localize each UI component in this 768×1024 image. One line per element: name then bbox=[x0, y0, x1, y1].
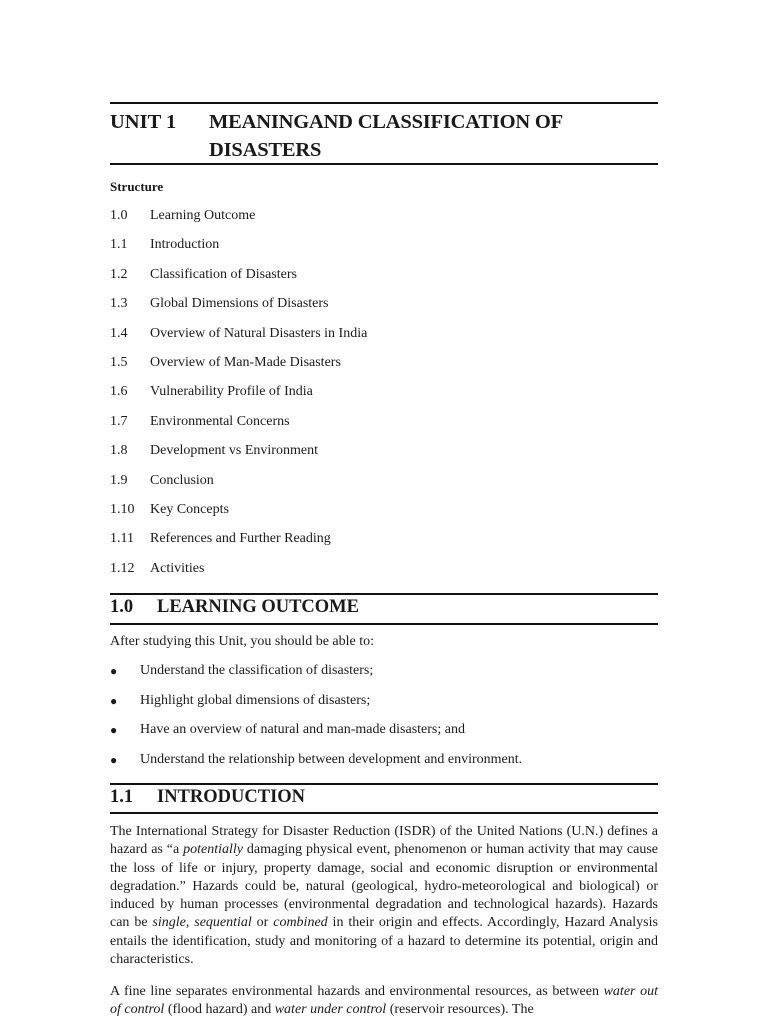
toc-label: Conclusion bbox=[150, 472, 214, 488]
toc-item bbox=[110, 265, 658, 294]
toc-item bbox=[110, 324, 658, 353]
text-run: in their origin and effects. Accordingly, Hazard Analysis entails the identification, study and monitoring of a hazard to determine its potential, origin and characteristics. bbox=[110, 915, 658, 968]
text-run-italic: single, sequential bbox=[152, 915, 252, 931]
toc-number: 1.2 bbox=[110, 266, 128, 282]
toc-number: 1.6 bbox=[110, 384, 128, 400]
structure-label: Structure bbox=[110, 179, 164, 194]
toc-item bbox=[110, 206, 658, 235]
toc-item bbox=[110, 412, 658, 441]
outcome-text: Understand the classification of disasters; bbox=[140, 663, 374, 678]
toc-label: Key Concepts bbox=[150, 501, 229, 517]
toc-label: Learning Outcome bbox=[150, 208, 256, 223]
heading-bottom-rule bbox=[110, 163, 658, 165]
toc-number: 1.10 bbox=[110, 501, 135, 517]
outcome-text: Understand the relationship between development and environment. bbox=[140, 751, 523, 767]
section-title: LEARNING OUTCOME bbox=[157, 597, 359, 617]
toc-number: 1.4 bbox=[110, 325, 128, 341]
toc-item bbox=[110, 529, 658, 558]
text-run: (reservoir resources). The bbox=[386, 1002, 534, 1018]
toc-label: References and Further Reading bbox=[150, 531, 331, 547]
document-page bbox=[110, 0, 658, 1024]
toc-number: 1.7 bbox=[110, 413, 128, 429]
toc-item bbox=[110, 441, 658, 470]
toc-item bbox=[110, 471, 658, 500]
outcome-text: Highlight global dimensions of disasters; bbox=[140, 692, 371, 708]
introduction-paragraph-2 bbox=[110, 983, 658, 1020]
toc-item bbox=[110, 500, 658, 529]
toc-number: 1.11 bbox=[110, 531, 134, 547]
outcome-item bbox=[110, 691, 658, 721]
learning-outcome-list bbox=[110, 661, 658, 779]
toc-number: 1.1 bbox=[110, 237, 128, 253]
toc-label: Environmental Concerns bbox=[150, 413, 290, 429]
section-top-rule bbox=[110, 783, 658, 785]
toc-label: Activities bbox=[150, 560, 205, 576]
section-top-rule bbox=[110, 593, 658, 595]
toc-label: Development vs Environment bbox=[150, 443, 318, 459]
bullet-icon: ● bbox=[110, 723, 118, 737]
text-run: damaging physical event, phenomenon or human activity that may cause the loss of life or injury, property damage, social and economic disruption or environmental degradation.” Hazards could be, natural (geological, hydro-meteorological and biological) or induced by human processes (environmental degradation and technological hazards). Hazards can be bbox=[110, 842, 658, 931]
toc-item bbox=[110, 294, 658, 323]
toc-label: Overview of Man-Made Disasters bbox=[150, 354, 341, 370]
text-run: The International Strategy for Disaster Reduction (ISDR) of the United Nations (U.N.) defines a hazard as “a bbox=[110, 824, 658, 858]
toc-item bbox=[110, 353, 658, 382]
text-run: or bbox=[251, 915, 274, 931]
section-title: INTRODUCTION bbox=[157, 787, 306, 807]
toc-number: 1.5 bbox=[110, 354, 128, 370]
toc-number: 1.0 bbox=[110, 208, 128, 223]
text-run-italic: water out of control bbox=[110, 984, 658, 1018]
unit-number: UNIT 1 bbox=[110, 111, 177, 133]
section-number: 1.1 bbox=[110, 787, 134, 807]
learning-outcome-intro: After studying this Unit, you should be able to: bbox=[110, 634, 375, 649]
toc-label: Global Dimensions of Disasters bbox=[150, 296, 329, 312]
section-bottom-rule bbox=[110, 812, 658, 814]
toc-number: 1.12 bbox=[110, 560, 135, 576]
bullet-icon: ● bbox=[110, 752, 118, 767]
toc-number: 1.9 bbox=[110, 472, 128, 488]
structure-list bbox=[110, 206, 658, 588]
toc-number: 1.3 bbox=[110, 296, 128, 312]
toc-item bbox=[110, 235, 658, 264]
toc-label: Classification of Disasters bbox=[150, 266, 297, 282]
bullet-icon: ● bbox=[110, 693, 118, 708]
toc-item bbox=[110, 382, 658, 411]
text-run-italic: water under control bbox=[274, 1002, 387, 1018]
top-rule bbox=[110, 102, 658, 104]
toc-item bbox=[110, 559, 658, 588]
outcome-text: Have an overview of natural and man-made disasters; and bbox=[140, 722, 465, 737]
toc-label: Introduction bbox=[150, 237, 220, 253]
text-run: A fine line separates environmental hazards and environmental resources, as between bbox=[110, 984, 604, 999]
toc-number: 1.8 bbox=[110, 443, 128, 459]
bullet-icon: ● bbox=[110, 664, 118, 678]
toc-label: Overview of Natural Disasters in India bbox=[150, 325, 368, 341]
outcome-item bbox=[110, 750, 658, 780]
section-bottom-rule bbox=[110, 623, 658, 625]
text-run-italic: potentially bbox=[183, 842, 243, 858]
toc-label: Vulnerability Profile of India bbox=[150, 384, 313, 400]
outcome-item bbox=[110, 720, 658, 750]
outcome-item bbox=[110, 661, 658, 691]
text-run-italic: combined bbox=[273, 915, 328, 931]
section-number: 1.0 bbox=[110, 597, 134, 617]
introduction-paragraph-1 bbox=[110, 823, 658, 969]
unit-title: MEANINGAND CLASSIFICATION OF DISASTERS bbox=[209, 111, 563, 161]
text-run: (flood hazard) and bbox=[164, 1002, 275, 1018]
